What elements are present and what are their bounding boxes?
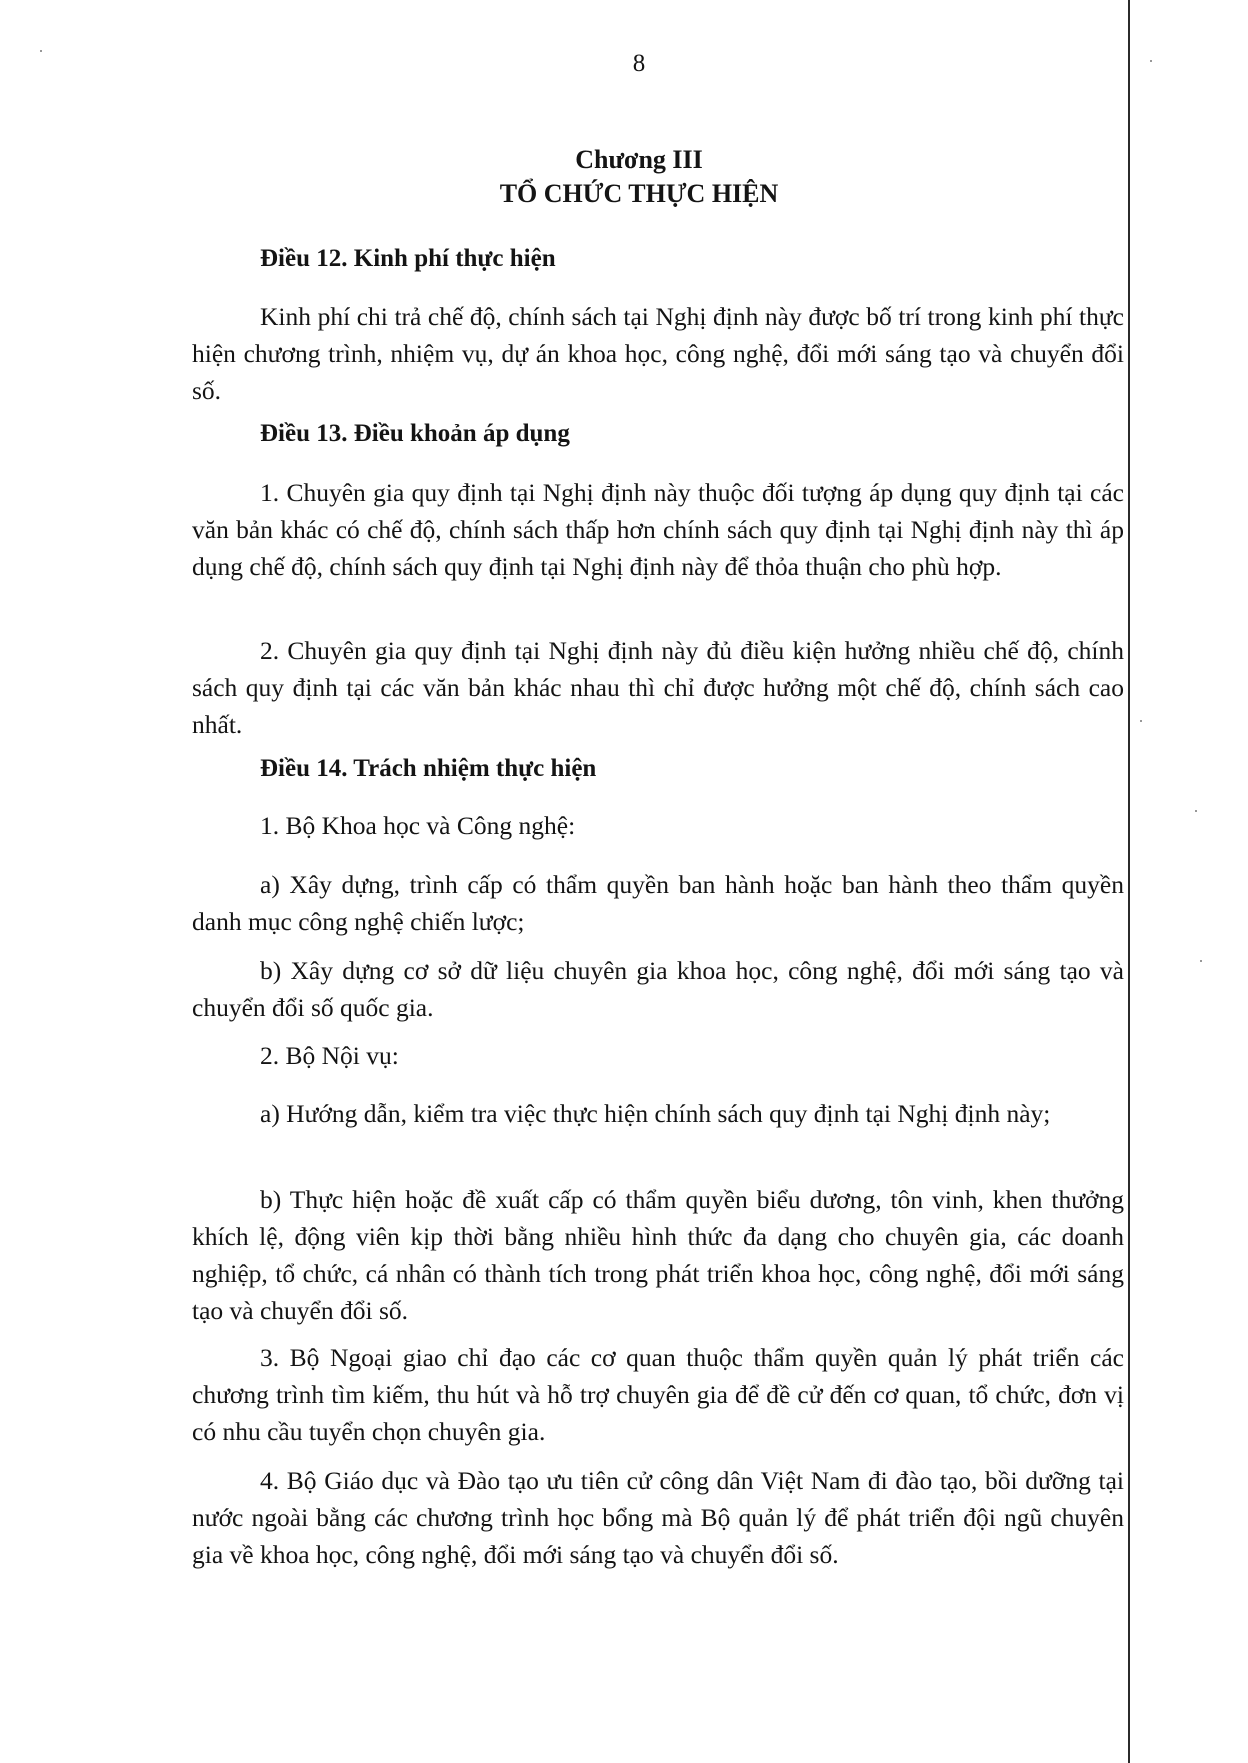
article-14-title: Điều 14. Trách nhiệm thực hiện xyxy=(260,755,597,782)
article-14-clause-1-a: a) Xây dựng, trình cấp có thẩm quyền ban hành hoặc ban hành theo thẩm quyền danh mục công nghệ chiến lược; xyxy=(192,870,1124,936)
chapter-number: Chương III xyxy=(575,145,703,174)
article-14-clause-1: 1. Bộ Khoa học và Công nghệ: xyxy=(260,811,576,840)
scan-speck xyxy=(1200,960,1202,962)
chapter-title: TỔ CHỨC THỰC HIỆN xyxy=(499,179,779,208)
scan-edge-line xyxy=(1128,0,1130,1763)
scan-speck xyxy=(1140,720,1142,722)
article-12-title: Điều 12. Kinh phí thực hiện xyxy=(260,245,556,272)
article-13-clause-1: 1. Chuyên gia quy định tại Nghị định này thuộc đối tượng áp dụng quy định tại các văn bản khác có chế độ, chính sách thấp hơn chính sách quy định tại Nghị định này thì áp dụng chế độ, chính sách quy định tại Nghị định này để thỏa thuận cho phù hợp. xyxy=(192,478,1124,581)
page-number: 8 xyxy=(632,50,646,77)
article-13-clause-2: 2. Chuyên gia quy định tại Nghị định này đủ điều kiện hưởng nhiều chế độ, chính sách quy định tại các văn bản khác nhau thì chỉ được hưởng một chế độ, chính sách cao nhất. xyxy=(192,636,1124,739)
article-14-clause-1-b: b) Xây dựng cơ sở dữ liệu chuyên gia khoa học, công nghệ, đổi mới sáng tạo và chuyển đổi số quốc gia. xyxy=(192,956,1124,1022)
article-14-clause-3: 3. Bộ Ngoại giao chỉ đạo các cơ quan thuộc thẩm quyền quản lý phát triển các chương trình tìm kiếm, thu hút và hỗ trợ chuyên gia để đề cử đến cơ quan, tổ chức, đơn vị có nhu cầu tuyển chọn chuyên gia. xyxy=(192,1343,1124,1446)
chapter-heading xyxy=(0,143,1248,211)
article-14-clause-2-a: a) Hướng dẫn, kiểm tra việc thực hiện chính sách quy định tại Nghị định này; xyxy=(260,1099,1051,1128)
article-14-clause-2-b: b) Thực hiện hoặc đề xuất cấp có thẩm quyền biểu dương, tôn vinh, khen thưởng khích lệ, động viên kịp thời bằng nhiều hình thức đa dạng cho chuyên gia, các doanh nghiệp, tổ chức, cá nhân có thành tích trong phát triển khoa học, công nghệ, đổi mới sáng tạo và chuyển đổi số. xyxy=(192,1185,1124,1325)
article-14-clause-2: 2. Bộ Nội vụ: xyxy=(260,1041,399,1070)
article-14-clause-4: 4. Bộ Giáo dục và Đào tạo ưu tiên cử công dân Việt Nam đi đào tạo, bồi dưỡng tại nước ngoài bằng các chương trình học bổng mà Bộ quản lý để phát triển đội ngũ chuyên gia về khoa học, công nghệ, đổi mới sáng tạo và chuyển đổi số. xyxy=(192,1466,1124,1569)
article-12-paragraph: Kinh phí chi trả chế độ, chính sách tại Nghị định này được bố trí trong kinh phí thực hiện chương trình, nhiệm vụ, dự án khoa học, công nghệ, đổi mới sáng tạo và chuyển đổi số. xyxy=(192,302,1124,405)
scan-speck xyxy=(1195,810,1197,812)
article-13-title: Điều 13. Điều khoản áp dụng xyxy=(260,420,570,447)
